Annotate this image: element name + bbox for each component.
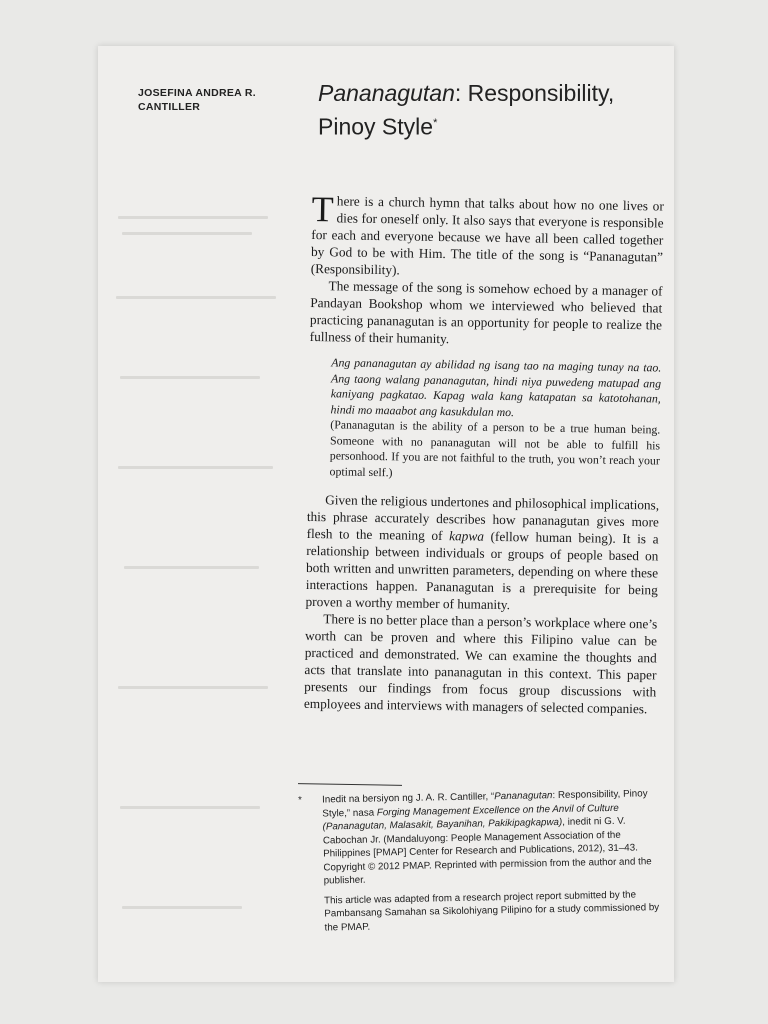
- footnote-1-b-italic: Forging Management Excellence on the Anvil of Culture (Pananagutan, Malasakit, Bayanihan, Pakikipagkapwa): [322, 802, 619, 833]
- title-footnote-mark: *: [433, 117, 438, 129]
- footnotes: [298, 787, 669, 935]
- paragraph-3-a: Given the religious undertones and philosophical implications, this phrase accurately describes how pananagutan gives more flesh to the meaning of: [306, 492, 660, 544]
- footnote-1: [322, 787, 668, 888]
- author-line-1: JOSEFINA ANDREA R.: [138, 87, 256, 99]
- footnote-1-c: , inedit ni G. V. Cabochan Jr. (Mandaluyong: People Management Association of the Philippines [PMAP] Center for Research and Publications, 2012), 31–43. Copyright © 2012 PMAP. Reprinted with permission from the author and the publisher.: [322, 815, 652, 887]
- article-body: [303, 189, 664, 717]
- title-italic-word: Pananagutan: [318, 80, 455, 106]
- paragraph-1: [310, 189, 664, 283]
- quote-tagalog: Ang pananagutan ay abilidad ng isang tao na maging tunay na tao. Ang taong walang pananagutan, hindi niya puwedeng matupad ang kaniyang pagkatao. Kapag wala kang katapatan sa katotohanan, hindi mo maaabot ang kasukdulan mo.: [330, 355, 662, 419]
- quote-english: (Pananagutan is the ability of a person to be a true human being. Someone with no pananagutan will not be able to fulfill his personhood. If you are not faithful to the truth, you won’t reach your optimal self.): [329, 417, 661, 479]
- footnote-1-a-italic: Pananagutan: [494, 790, 553, 803]
- footnote-1-a: Inedit na bersiyon ng J. A. R. Cantiller, “: [322, 791, 495, 806]
- paper-page: [98, 46, 674, 982]
- footnote-1-b: : Responsibility, Pinoy Style,” nasa: [322, 788, 648, 820]
- footnote-mark: *: [298, 794, 303, 806]
- drop-cap: T: [311, 189, 335, 230]
- paragraph-3: [305, 491, 659, 616]
- paragraph-4: There is no better place than a person’s workplace where one’s worth can be proven and where this Filipino value can be practiced and demonstrated. We can examine the thoughts and acts that translate into pananagutan in this context. This paper presents our findings from focus group discussions with employees and interviews with managers of selected companies.: [303, 611, 658, 717]
- article-title: [318, 78, 614, 142]
- author-name: [138, 86, 256, 114]
- paragraph-2: The message of the song is somehow echoed by a manager of Pandayan Bookshop whom we interviewed who believed that practicing pananagutan is an opportunity for people to realize the fullness of their humanity.: [309, 278, 663, 347]
- block-quote: [329, 355, 661, 484]
- footnote-2: This article was adapted from a research project report submitted by the Pambansang Samahan sa Sikolohiyang Pilipino for a study commissioned by the PMAP.: [323, 889, 660, 934]
- author-line-2: CANTILLER: [138, 101, 201, 113]
- title-line-2: Pinoy Style: [318, 113, 434, 140]
- paragraph-1-text: here is a church hymn that talks about how no one lives or dies for oneself only. It also says that everyone is responsible for each and everyone because we have all been called together by God to be with Him. The title of the song is “Pananagutan” (Responsibility).: [310, 193, 664, 278]
- title-rest: : Responsibility,: [454, 80, 615, 106]
- footnote-rule: [298, 783, 402, 786]
- paragraph-3-b: (fellow human being). It is a relationship between individuals or groups of people based on both written and unwritten parameters, depending on where these interactions happen. Pananagutan is a prerequisite for being proven a worthy member of humanity.: [305, 528, 659, 613]
- paragraph-3-kapwa: kapwa: [449, 528, 485, 544]
